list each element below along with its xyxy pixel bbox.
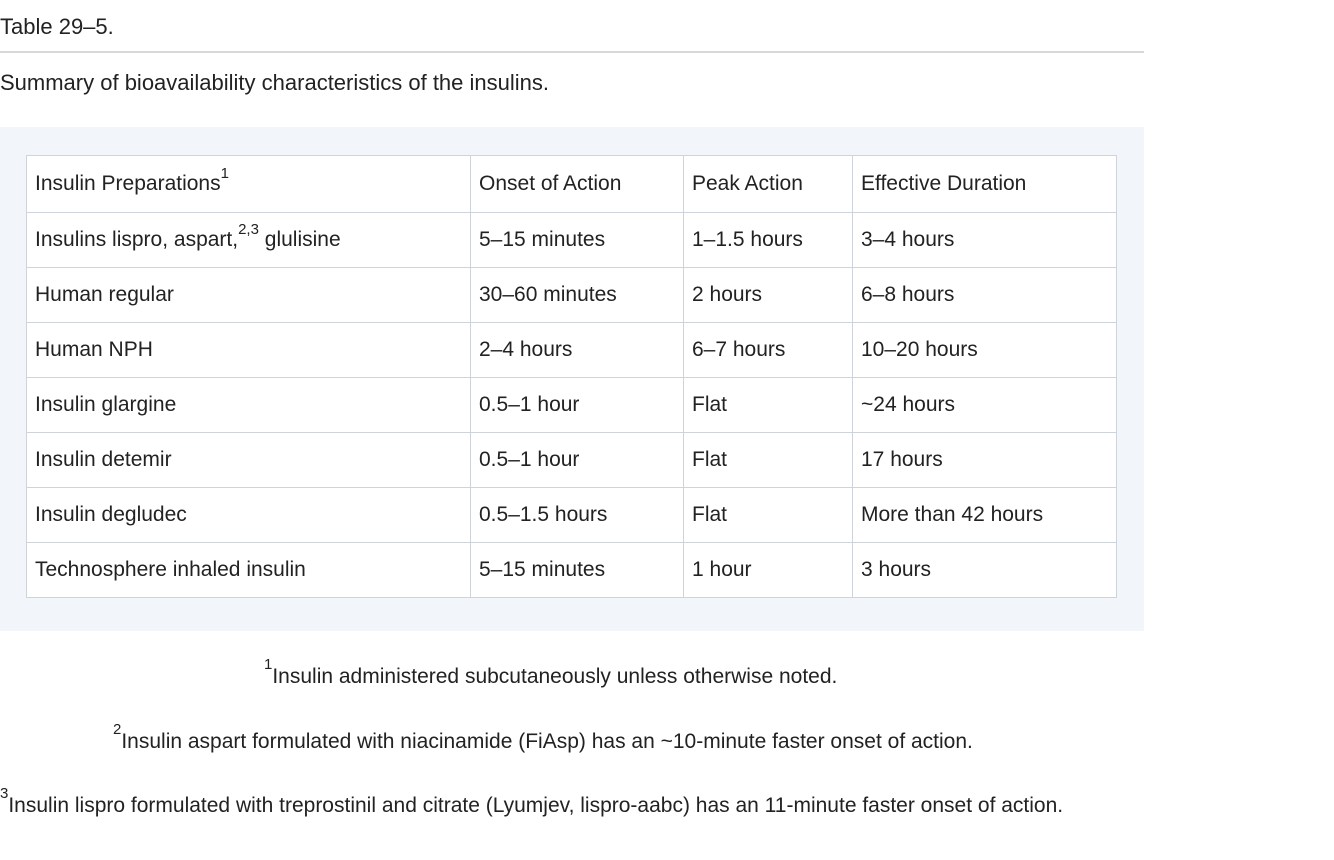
cell-duration: ~24 hours	[853, 378, 1117, 433]
footnote-ref: 2,3	[238, 221, 259, 238]
column-header-peak: Peak Action	[684, 156, 853, 213]
table-row	[27, 488, 1117, 543]
cell-onset: 5–15 minutes	[471, 213, 684, 268]
cell-onset: 5–15 minutes	[471, 543, 684, 598]
cell-duration: More than 42 hours	[853, 488, 1117, 543]
cell-onset: 0.5–1 hour	[471, 433, 684, 488]
footnote-text: Insulin administered subcutaneously unless otherwise noted.	[272, 665, 838, 688]
table-row	[27, 213, 1117, 268]
footnote-text: Insulin lispro formulated with treprostinil and citrate (Lyumjev, lispro-aabc) has an 11-minute faster onset of action.	[8, 794, 1064, 817]
footnote-2	[113, 721, 973, 756]
cell-onset: 0.5–1 hour	[471, 378, 684, 433]
cell-duration: 17 hours	[853, 433, 1117, 488]
cell-preparation: Insulin detemir	[27, 433, 471, 488]
cell-duration: 3–4 hours	[853, 213, 1117, 268]
cell-duration: 10–20 hours	[853, 323, 1117, 378]
cell-preparation: Insulin degludec	[27, 488, 471, 543]
column-header-duration: Effective Duration	[853, 156, 1117, 213]
table-row	[27, 543, 1117, 598]
table-panel	[0, 127, 1144, 631]
footnote-3	[0, 785, 1064, 820]
cell-duration: 6–8 hours	[853, 268, 1117, 323]
table-caption: Summary of bioavailability characteristics of the insulins.	[0, 70, 550, 95]
table-row	[27, 433, 1117, 488]
column-header-onset: Onset of Action	[471, 156, 684, 213]
column-header-label: Insulin Preparations	[35, 172, 221, 195]
preparation-text: Insulins lispro, aspart,	[35, 228, 239, 251]
cell-onset: 2–4 hours	[471, 323, 684, 378]
preparation-text-after: glulisine	[258, 228, 341, 251]
column-header-preparations	[27, 156, 471, 213]
table-header-row	[27, 156, 1117, 213]
cell-preparation: Technosphere inhaled insulin	[27, 543, 471, 598]
cell-peak: 1–1.5 hours	[684, 213, 853, 268]
cell-peak: 1 hour	[684, 543, 853, 598]
table-number: Table 29–5.	[0, 14, 114, 39]
insulin-table	[26, 155, 1117, 598]
footnote-ref: 1	[220, 165, 229, 182]
cell-peak: Flat	[684, 378, 853, 433]
cell-preparation	[27, 213, 471, 268]
footnote-mark: 2	[113, 721, 122, 738]
cell-peak: Flat	[684, 488, 853, 543]
footnote-mark: 1	[264, 656, 273, 673]
cell-duration: 3 hours	[853, 543, 1117, 598]
cell-onset: 0.5–1.5 hours	[471, 488, 684, 543]
table-row	[27, 323, 1117, 378]
cell-peak: Flat	[684, 433, 853, 488]
header-divider	[0, 51, 1144, 53]
footnote-text: Insulin aspart formulated with niacinamide (FiAsp) has an ~10-minute faster onset of action.	[121, 730, 973, 753]
table-row	[27, 378, 1117, 433]
cell-peak: 2 hours	[684, 268, 853, 323]
footnote-1	[264, 656, 838, 691]
cell-preparation: Human NPH	[27, 323, 471, 378]
cell-preparation: Insulin glargine	[27, 378, 471, 433]
table-row	[27, 268, 1117, 323]
cell-preparation: Human regular	[27, 268, 471, 323]
cell-peak: 6–7 hours	[684, 323, 853, 378]
cell-onset: 30–60 minutes	[471, 268, 684, 323]
footnote-mark: 3	[0, 785, 9, 802]
